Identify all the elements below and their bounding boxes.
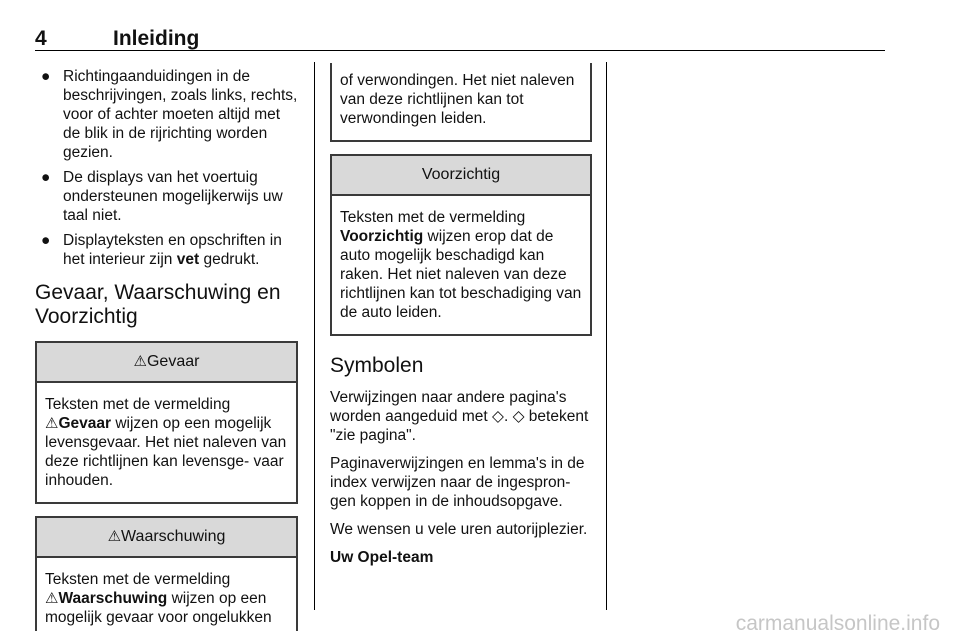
paragraph: Paginaverwijzingen en lemma's in de index verwijzen naar de ingespron‐ gen koppen in de inhoudsopgave. xyxy=(330,455,585,510)
bullet-list xyxy=(35,67,298,269)
bold-term: Voorzichtig xyxy=(340,228,424,245)
box-intro: Teksten met de vermelding xyxy=(45,571,231,588)
box-text: wijzen erop dat de auto mogelijk beschadigd kan raken. Het niet naleven van deze richtlijnen kan tot beschadiging van de auto leiden. xyxy=(340,228,582,321)
box-intro: Teksten met de vermelding xyxy=(340,209,526,226)
watermark: carmanualsonline.info xyxy=(735,612,940,635)
voorzichtig-box-body xyxy=(332,196,590,334)
warning-icon: ⚠ xyxy=(45,415,59,432)
list-item xyxy=(35,231,298,269)
warning-icon: ⚠ xyxy=(45,590,59,607)
column-1 xyxy=(35,67,298,631)
box-intro: Teksten met de vermelding xyxy=(45,396,231,413)
bullet-text-end: gedrukt. xyxy=(199,251,260,268)
voorzichtig-box-header: Voorzichtig xyxy=(332,156,590,196)
column-divider-2 xyxy=(606,62,607,610)
gevaar-box xyxy=(35,341,298,504)
bullet-icon: ● xyxy=(41,68,51,85)
header-rule xyxy=(35,50,885,51)
column-2 xyxy=(330,63,592,576)
page-number: 4 xyxy=(35,27,47,50)
bullet-text: Displayteksten en opschriften in het interieur zijn xyxy=(63,232,282,268)
bullet-icon: ● xyxy=(41,232,51,249)
paragraph: We wensen u vele uren autorijplezier. xyxy=(330,521,588,538)
waarschuwing-box-body xyxy=(37,558,296,631)
bullet-icon: ● xyxy=(41,169,51,186)
bullet-text: De displays van het voertuig ondersteunen mogelijkerwijs uw taal niet. xyxy=(63,169,283,224)
page-reference-icon: ◇ xyxy=(492,408,504,425)
signature: Uw Opel-team xyxy=(330,549,434,566)
box-title: Gevaar xyxy=(146,353,200,370)
bold-term: Waarschuwing xyxy=(58,590,168,607)
gevaar-box-header xyxy=(37,343,296,383)
paragraph-text: betekent "zie pagina". xyxy=(330,408,589,444)
warning-icon: ⚠ xyxy=(107,528,122,545)
waarschuwing-box-header xyxy=(37,518,296,558)
box-title: Waarschuwing xyxy=(121,528,226,545)
list-item xyxy=(35,67,298,162)
list-item xyxy=(35,168,298,225)
waarschuwing-box-continued xyxy=(330,63,592,142)
chapter-title: Inleiding xyxy=(113,27,200,50)
paragraph-text: Verwijzingen naar andere pagina's worden aangeduid met xyxy=(330,389,567,425)
warning-icon: ⚠ xyxy=(133,353,147,370)
voorzichtig-box xyxy=(330,154,592,336)
bold-term: vet xyxy=(176,251,200,268)
bold-term: Gevaar xyxy=(58,415,112,432)
page-reference-icon: ◇ xyxy=(512,408,525,425)
box-text: wijzen op een mogelijk levensgevaar. Het niet naleven van deze richtlijnen kan levensge‐ vaar inhouden. xyxy=(45,415,287,489)
waarschuwing-box xyxy=(35,516,298,631)
section-heading: Symbolen xyxy=(330,354,424,377)
column-divider-1 xyxy=(314,62,315,610)
paragraph-text: . xyxy=(503,408,513,425)
section-heading: Gevaar, Waarschuwing en Voorzichtig xyxy=(35,281,281,328)
bullet-text: Richtingaanduidingen in de beschrijvingen, zoals links, rechts, voor of achter moeten altijd met de blik in de rijrichting worden gezien. xyxy=(63,68,298,161)
box-text: wijzen op een mogelijk gevaar voor ongelukken xyxy=(45,590,272,626)
paragraph xyxy=(330,388,592,445)
page-header xyxy=(35,27,885,51)
gevaar-box-body xyxy=(37,383,296,502)
box-text: of verwondingen. Het niet naleven van deze richtlijnen kan tot verwondingen leiden. xyxy=(340,72,575,127)
